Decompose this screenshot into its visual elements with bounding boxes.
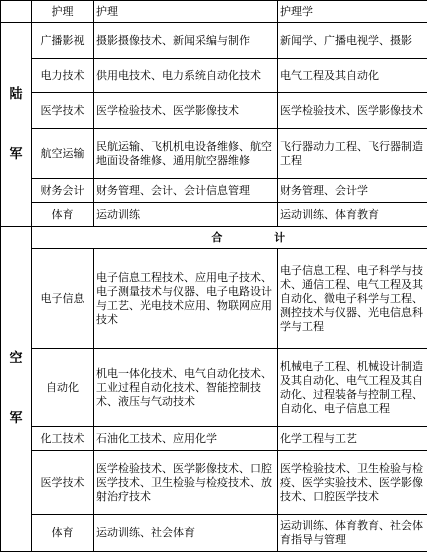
row-category: 医学技术 (32, 93, 94, 129)
row-category: 广播影视 (32, 23, 94, 59)
row-category: 体育 (32, 515, 94, 552)
table-row (1, 249, 427, 349)
row-undergrad: 飞行器动力工程、飞行器制造工程 (278, 129, 427, 179)
row-undergrad: 财务管理、会计学 (278, 179, 427, 203)
row-vocational: 财务管理、会计、会计信息管理 (94, 179, 278, 203)
row-undergrad: 电子信息工程、电子科学与技术、通信工程、电气工程及其自动化、微电子科学与工程、测控技术与仪器、光电信息科学与工程 (278, 249, 427, 349)
row-undergrad: 医学检验技术、卫生检验与检疫、医学实验技术、医学影像技术、口腔医学技术 (278, 451, 427, 515)
row-undergrad: 医学检验技术、医学影像技术 (278, 93, 427, 129)
table-row (1, 129, 427, 179)
row-vocational: 运动训练、社会体育 (94, 515, 278, 552)
row-undergrad: 运动训练、体育教育 (278, 203, 427, 227)
table-row (1, 349, 427, 427)
row-vocational: 石油化工技术、应用化学 (94, 427, 278, 451)
row-category: 自动化 (32, 349, 94, 427)
corner-cell (1, 1, 32, 23)
row-vocational: 医学检验技术、医学影像技术 (94, 93, 278, 129)
table-row (1, 515, 427, 552)
row-category: 电力技术 (32, 59, 94, 93)
branch-army (1, 23, 32, 227)
row-vocational: 摄影摄像技术、新闻采编与制作 (94, 23, 278, 59)
table-row (1, 179, 427, 203)
row-undergrad: 电气工程及其自动化 (278, 59, 427, 93)
table-row (1, 427, 427, 451)
branch-airforce-char-2: 军 (3, 389, 29, 449)
row-category: 化工技术 (32, 427, 94, 451)
branch-airforce-char-1: 空 (3, 329, 29, 389)
table-row (1, 203, 427, 227)
header-cat: 护理 (32, 1, 94, 23)
row-vocational: 医学检验技术、医学影像技术、口腔医学技术、卫生检验与检疫技术、放射治疗技术 (94, 451, 278, 515)
row-category: 航空运输 (32, 129, 94, 179)
header-undergrad: 护理学 (278, 1, 427, 23)
header-row (1, 1, 427, 23)
row-vocational: 机电一体化技术、电气自动化技术、工业过程自动化技术、智能控制技术、液压与气动技术 (94, 349, 278, 427)
table-row (1, 451, 427, 515)
total-row (1, 227, 427, 249)
row-undergrad: 新闻学、广播电视学、摄影 (278, 23, 427, 59)
row-category: 医学技术 (32, 451, 94, 515)
table-row (1, 93, 427, 129)
table-row (1, 59, 427, 93)
row-category: 财务会计 (32, 179, 94, 203)
row-vocational: 供用电技术、电力系统自动化技术 (94, 59, 278, 93)
row-vocational: 民航运输、飞机机电设备维修、航空地面设备维修、通用航空器维修 (94, 129, 278, 179)
row-category: 电子信息 (32, 249, 94, 349)
total-label: 合 计 (94, 227, 427, 249)
header-vocational: 护理 (94, 1, 278, 23)
table-row (1, 23, 427, 59)
row-undergrad: 机械电子工程、机械设计制造及其自动化、电气工程及其自动化、过程装备与控制工程、自动化、电子信息工程 (278, 349, 427, 427)
row-undergrad: 运动训练、体育教育、社会体育指导与管理 (278, 515, 427, 552)
row-category: 体育 (32, 203, 94, 227)
row-undergrad: 化学工程与工艺 (278, 427, 427, 451)
branch-army-char-1: 陆 (3, 65, 29, 125)
row-vocational: 电子信息工程技术、应用电子技术、电子测量技术与仪器、电子电路设计与工艺、光电技术应用、物联网应用技术 (94, 249, 278, 349)
branch-army-char-2: 军 (3, 125, 29, 185)
branch-airforce (1, 227, 32, 552)
total-spacer (32, 227, 94, 249)
row-vocational: 运动训练 (94, 203, 278, 227)
